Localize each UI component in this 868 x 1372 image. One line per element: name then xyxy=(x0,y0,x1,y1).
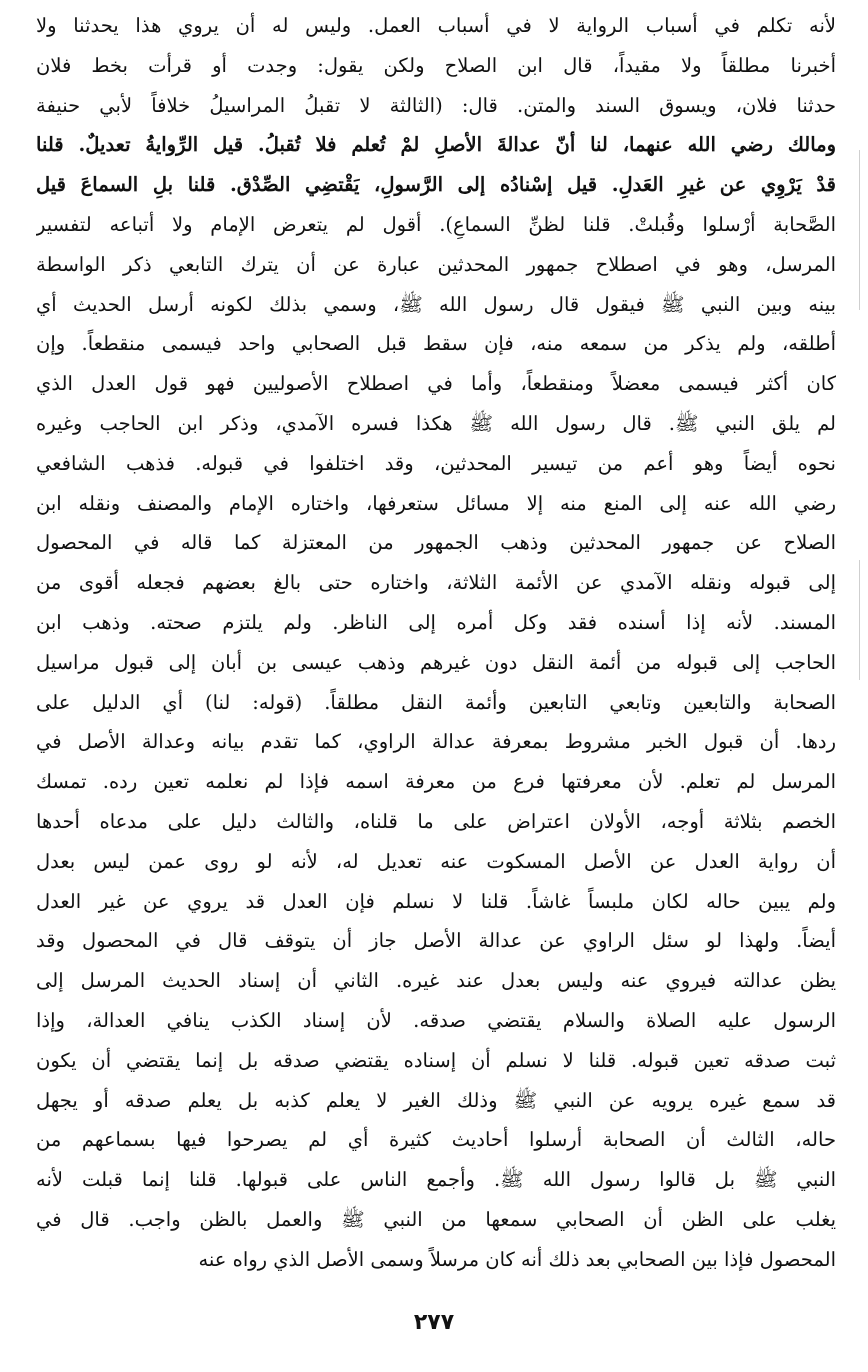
text-line: لأنه تكلم في أسباب الرواية لا في أسباب العمل. وليس له أن يروي هذا يحدثنا ولا xyxy=(36,14,836,37)
text-line: الحاجب إلى قبوله من أئمة النقل دون غيرهم وذهب عيسى بن أبان إلى قبول مراسيل xyxy=(36,650,836,674)
text-line: لم يلق النبي ﷺ. قال رسول الله ﷺ هكذا فسره الآمدي، وذكر ابن الحاجب وغيره xyxy=(36,411,836,435)
text-line: قد سمع غيره يرويه عن النبي ﷺ وذلك الغير لا يعلم كذبه بل يعلم صدقه أو يجهل xyxy=(36,1088,836,1112)
text-line: الصلاح عن جمهور المحدثين وذهب الجمهور من المعتزلة كما قاله في المحصول xyxy=(36,531,836,555)
text-line: رضي الله عنه إلى المنع منه إلا مسائل ستعرفها، واختاره الإمام والمصنف ونقله ابن xyxy=(36,491,836,515)
text-line: ولم يبين حاله لكان ملبساً غاشاً. قلنا لا نسلم فإن العدل قد يروي عن غير العدل xyxy=(36,889,836,913)
text-line: حدثنا فلان، ويسوق السند والمتن. قال: (الثالثة لا تقبلُ المراسيلُ خلافاً لأبي حنيفة xyxy=(36,93,836,117)
text-line: ومالك رضي الله عنهما، لنا أنّ عدالةَ الأصلِ لمْ تُعلم فلا تُقبلُ. قيل الرِّوايةُ تعديلٌ. قلنا xyxy=(36,133,836,157)
text-line: المحصول فإذا بين الصحابي بعد ذلك أنه كان مرسلاً وسمى الأصل الذي رواه عنه xyxy=(198,1247,836,1271)
text-line: الخصم بثلاثة أوجه، الأولان اعتراض على ما قلناه، والثالث دليل على مدعاه أحدها xyxy=(36,809,836,833)
text-line: يظن عدالته فيروي عنه وليس بعدل عند غيره. الثاني أن إسناد الحديث المرسل إلى xyxy=(36,969,836,993)
text-line: المسند. لأنه إذا أسنده فقد وكل أمره إلى الناظر. ولم يلتزم صحته. وذهب ابن xyxy=(36,610,836,634)
text-line: النبي ﷺ بل قالوا رسول الله ﷺ. وأجمع الناس على قبولها. قلنا إنما قبلت لأنه xyxy=(36,1168,836,1192)
text-line: المرسل، وهو في اصطلاح جمهور المحدثين عبارة عن أن يترك التابعي ذكر الواسطة xyxy=(36,252,836,276)
text-line: أن رواية العدل عن الأصل المسكوت عنه تعديل له، لأنه لو روى عمن ليس بعدل xyxy=(36,849,836,873)
text-line: أخبرنا مطلقاً ولا مقيداً، قال ابن الصلاح ولكن يقول: وجدت أو قرأت بخط فلان xyxy=(36,53,836,77)
text-line: الصَّحابة أرْسلوا وقُبلتْ. قلنا لظنِّ السماعِ). أقول لم يتعرض الإمام ولا أتباعه لتفسير xyxy=(36,212,836,236)
text-line: حاله، الثالث أن الصحابة أرسلوا أحاديث كثيرة أي لم يصرحوا فيها بسماعهم من xyxy=(36,1128,836,1152)
text-line: ثبت صدقه تعين قبوله. قلنا لا نسلم أن إسناده يقتضي صدقه بل إنما يقتضي أن يكون xyxy=(36,1048,836,1072)
text-line: نحوه أيضاً وهو أعم من تيسير المحدثين، وقد اختلفوا في قبوله. فذهب الشافعي xyxy=(36,451,836,475)
text-line: ردها. أن قبول الخبر مشروط بمعرفة عدالة الراوي، كما تقدم بيانه وعدالة الأصل في xyxy=(36,730,836,754)
text-line: يغلب على الظن أن الصحابي سمعها من النبي ﷺ والعمل بالظن واجب. قال في xyxy=(36,1207,836,1231)
scan-edge-mark xyxy=(859,560,860,680)
text-line: بينه وبين النبي ﷺ فيقول قال رسول الله ﷺ، وسمي بذلك لكونه أرسل الحديث أي xyxy=(36,292,836,316)
body-text xyxy=(36,6,836,1280)
text-line: إلى قبوله ونقله الآمدي عن الأئمة الثلاثة، واختاره حتى بالغ بعضهم فجعله أقوى من xyxy=(36,571,836,595)
text-line: أطلقه، ولم يذكر من سمعه منه، فإن سقط قبل الصحابي واحد فيسمى منقطعاً. وإن xyxy=(36,332,836,356)
text-line: كان أكثر فيسمى معضلاً ومنقطعاً، وأما في اصطلاح الأصوليين فهو قول العدل الذي xyxy=(36,372,836,396)
text-line: الصحابة والتابعين وتابعي التابعين وأئمة النقل مطلقاً. (قوله: لنا) أي الدليل على xyxy=(36,690,836,714)
text-line: قدْ يَرْوِي عن غيرِ العَدلِ. قيل إسْنادُه إلى الرَّسولِ، يَقْتضِي الصِّدْق. قلنا بلِ السماعَ قيل xyxy=(36,173,836,197)
scan-edge-mark xyxy=(859,150,860,310)
text-line: المرسل لم تعلم. لأن معرفتها فرع من معرفة اسمه فإذا لم نعلمه تعين رده. تمسك xyxy=(36,770,836,794)
text-line: أيضاً. ولهذا لو سئل الراوي عن عدالة الأصل جاز أن يتوقف قال في المحصول وقد xyxy=(36,929,836,953)
page-number: ٢٧٧ xyxy=(413,1310,455,1335)
text-line: الرسول عليه الصلاة والسلام يقتضي صدقه. لأن إسناد الكذب ينافي العدالة، وإذا xyxy=(36,1008,836,1032)
